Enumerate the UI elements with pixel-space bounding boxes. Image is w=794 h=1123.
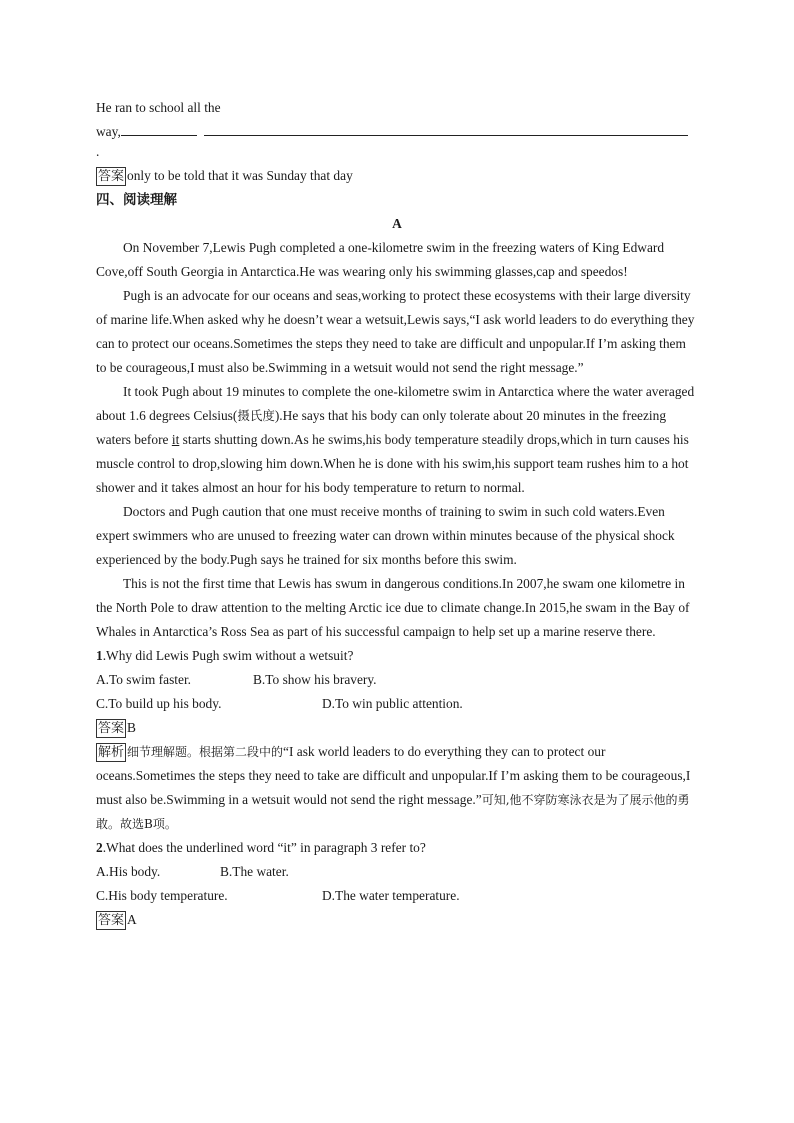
p3-part-2: ).He says that his body can only tolerate about 20 minutes in the freezing waters before (96, 408, 667, 447)
long-blank (204, 121, 688, 136)
answer-value: A (127, 912, 137, 927)
short-blank (121, 121, 197, 136)
answer-text: only to be told that it was Sunday that day (127, 168, 353, 183)
passage-paragraph-1: On November 7,Lewis Pugh completed a one-kilometre swim in the freezing waters of King Edward Cove,off South Georgia in Antarctica.He was wearing only his swimming glasses,cap and speedos! (96, 240, 665, 279)
question-1-options-row-2 (96, 692, 698, 716)
question-2-options-row-2 (96, 884, 698, 908)
question-text: .Why did Lewis Pugh swim without a wetsuit? (102, 648, 354, 663)
question-2 (96, 836, 698, 860)
document-body (96, 96, 698, 932)
fill-in-blank-line (96, 120, 698, 144)
question-2-options-row-1 (96, 860, 698, 884)
question-1 (96, 644, 698, 668)
option-a: A.To swim faster. (96, 672, 192, 687)
p3-part-1: It took Pugh about 19 minutes to complete the one-kilometre swim in Antarctica where the water averaged about 1.6 degrees Celsius( (96, 384, 695, 423)
fill-in-sentence (96, 96, 698, 120)
analysis-quote: “I ask world leaders to do everything they can to protect our oceans.Sometimes the steps they need to take are difficult and unpopular.If I’m asking them to be courageous,I must also be.Swimming in a wetsuit would not send the right message.” (96, 744, 691, 807)
analysis-badge: 解析 (98, 745, 125, 760)
passage-paragraph-3 (96, 380, 698, 500)
answer-badge: 答案 (98, 913, 125, 928)
option-b: B.To show his bravery. (253, 672, 377, 687)
fill-in-period (96, 144, 698, 164)
answer-badge: 答案 (98, 721, 125, 736)
passage-paragraph-2: Pugh is an advocate for our oceans and seas,working to protect these ecosystems with their large diversity of marine life.When asked why he doesn’t wear a wetsuit,Lewis says,“I ask world leaders to do everything they can to protect our oceans.Sometimes the steps they need to take are difficult and unpopular.If I’m asking them to be courageous,I must also be.Swimming in a wetsuit would not send the right message.” (96, 288, 695, 375)
passage-letter: A (392, 216, 402, 231)
question-text: .What does the underlined word “it” in paragraph 3 refer to? (102, 840, 426, 855)
option-a: A.His body. (96, 864, 161, 879)
passage-paragraph-4: Doctors and Pugh caution that one must receive months of training to swim in such cold waters.Even expert swimmers who are unused to freezing water can drown within minutes because of the physical shock experienced by the body.Pugh says he trained for six months before this swim. (96, 504, 675, 567)
question-number: 1 (96, 648, 103, 663)
question-number: 2 (96, 840, 103, 855)
underlined-word-it: it (171, 432, 180, 447)
question-1-answer (96, 716, 698, 740)
celsius-cn: 摄氏度 (237, 408, 275, 423)
passage-paragraph-5: This is not the first time that Lewis has swum in dangerous conditions.In 2007,he swam one kilometre in the North Pole to draw attention to the melting Arctic ice due to climate change.In 2015,he swam in the Bay of Whales in Antarctica’s Ross Sea as part of his successful campaign to help set up a marine reserve there. (96, 576, 690, 639)
fill-in-word: way, (96, 124, 121, 139)
option-d: D.The water temperature. (322, 888, 460, 903)
fill-in-answer (96, 164, 698, 188)
question-1-analysis (96, 740, 698, 836)
question-1-options-row-1 (96, 668, 698, 692)
section-title: 四、阅读理解 (96, 192, 177, 208)
question-2-answer (96, 908, 698, 932)
analysis-cn-conclusion: 可知,他不穿防寒泳衣是为了展示他的勇敢。故选B项。 (96, 793, 690, 831)
option-b: B.The water. (220, 864, 289, 879)
option-d: D.To win public attention. (322, 696, 463, 711)
option-c: C.To build up his body. (96, 696, 222, 711)
answer-badge: 答案 (98, 169, 125, 184)
option-c: C.His body temperature. (96, 888, 228, 903)
fill-in-text: He ran to school all the (96, 100, 221, 115)
period-mark: . (96, 144, 100, 159)
analysis-cn-intro: 细节理解题。根据第二段中的 (127, 745, 284, 759)
p3-part-3: starts shutting down.As he swims,his body temperature steadily drops,which in turn causes his muscle control to drop,slowing him down.When he is done with his swim,his support team rushes him to a hot shower and it takes almost an hour for his body temperature to return to normal. (96, 432, 689, 495)
answer-value: B (127, 720, 136, 735)
